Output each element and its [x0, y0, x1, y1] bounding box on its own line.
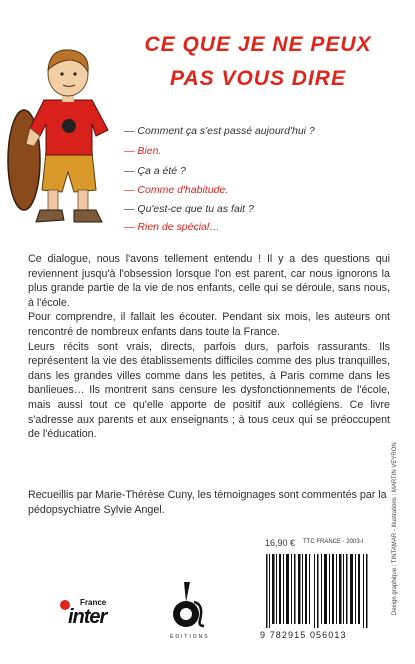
shorts: [42, 152, 96, 192]
blurb-paragraph: Ce dialogue, nous l'avons tellement entendu ! Il y a des questions qui reviennent jusqu'à l'obsession lorsque l'on est parent, car nous ignorons la plus grande partie de la vie de nos enfants, celle qui se déroule, sans nous, à l'école.: [28, 253, 390, 309]
boy-with-skateboard-illustration: [4, 40, 124, 230]
dialogue-line: — Ça a été ?: [124, 165, 186, 177]
book-title-line-1: CE QUE JE NE PEUX: [144, 33, 372, 56]
blurb-paragraph: Leurs récits sont vrais, directs, parfois durs, parfois rassurants. Ils représentent la vie des établissements difficiles comme des plus tranquilles, dans les grandes villes comme dans les petites, à Paris comme dans les banlieues… Ils montrent sans censure les dysfonctionnements de l'école, mais aussi tout ce qu'elle apporte de positif aux collégiens. Ce livre s'adresse aux parents et aux enseignants ; à tous ceux qui se préoccupent de l'éducation.: [28, 340, 390, 441]
barcode-number: 9 782915 056013: [260, 630, 347, 640]
blurb-paragraph: Pour comprendre, il fallait les écouter. Pendant six mois, les auteurs ont rencontré de nombreux enfants dans toute la France.: [28, 311, 390, 338]
price-code: TTC FRANCE - 2003-I: [303, 539, 364, 545]
inter-label: inter: [68, 606, 107, 628]
price: 16,90 €: [265, 538, 296, 548]
publisher-logo-text: [184, 602, 185, 603]
right-shoe: [74, 210, 102, 222]
back-cover-blurb: [28, 252, 390, 442]
dialogue-line: — Qu'est-ce que tu as fait ?: [124, 203, 254, 215]
publisher-label: ÉDITIONS: [170, 634, 210, 640]
design-credits: Design graphique : TINTAMAR - Illustrations : MARTIN VEYRON: [392, 442, 398, 615]
france-inter-logo: [60, 598, 130, 630]
oh-editions-mark-icon: [160, 580, 220, 630]
left-shoe: [36, 210, 64, 222]
dialogue-line: — Comme d'habitude.: [124, 184, 229, 196]
book-title-line-2: PAS VOUS DIRE: [170, 67, 346, 90]
dialogue-line: — Rien de spécial…: [124, 221, 220, 233]
france-label: France: [80, 598, 107, 607]
dialogue-line: — Comment ça s'est passé aujourd'hui ?: [124, 125, 315, 137]
credits-paragraph: Recueillis par Marie-Thérèse Cuny, les témoignages sont commentés par la pédopsychiatre Sylvie Angel.: [28, 489, 387, 516]
dialogue-line: — Bien.: [124, 145, 162, 157]
barcode: [262, 552, 372, 630]
publisher-logo: [160, 580, 220, 640]
